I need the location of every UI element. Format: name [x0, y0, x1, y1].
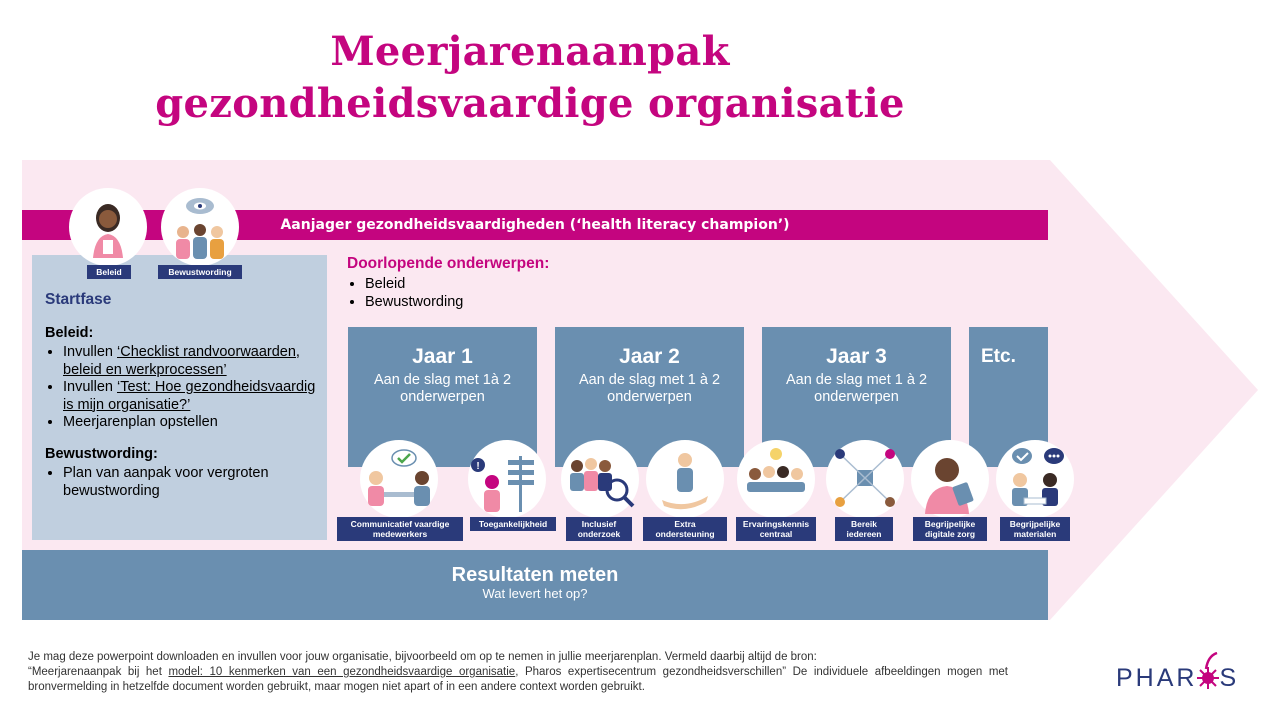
magnifier-group-icon	[561, 440, 639, 518]
tag-communicatief: Communicatief vaardige medewerkers	[337, 517, 463, 541]
meeting-table-icon	[737, 440, 815, 518]
results-bar	[22, 550, 1048, 620]
test-link[interactable]: ‘Test: Hoe gezondheidsvaardig is mijn organisatie?’	[63, 379, 316, 413]
hand-person-icon	[646, 440, 724, 518]
results-title: Resultaten meten	[451, 564, 619, 586]
footer-line-1: Je mag deze powerpoint downloaden en invullen voor jouw organisatie, bijvoorbeeld om op te nemen in jullie meerjarenplan. Vermeld daarbij altijd de bron:	[28, 651, 817, 663]
tag-toegankelijkheid: Toegankelijkheid	[470, 517, 556, 531]
network-people-icon	[826, 440, 904, 518]
tag-digitale-zorg: Begrijpelijke digitale zorg	[913, 517, 987, 541]
tag-materialen: Begrijpelijke materialen	[1000, 517, 1070, 541]
checklist-link[interactable]: ‘Checklist randvoorwaarden, beleid en werkprocessen’	[63, 344, 300, 378]
bewustwording-illustration	[161, 188, 239, 266]
topic-bereik-iedereen-illustration	[826, 440, 904, 518]
year-2-subtitle: Aan de slag met 1 à 2 onderwerpen	[578, 372, 721, 405]
topic-communicatief-illustration	[360, 440, 438, 518]
pharos-logo	[1116, 664, 1239, 693]
champion-bar: Aanjager gezondheidsvaardigheden (‘health literacy champion’)	[22, 210, 1048, 240]
beleid-item	[63, 414, 320, 432]
beleid-heading: Beleid:	[45, 324, 94, 341]
beleid-item-prefix: Invullen	[63, 344, 118, 360]
bewustwording-heading: Bewustwording:	[45, 445, 158, 462]
tag-inclusief-onderzoek: Inclusief onderzoek	[566, 517, 632, 541]
beleid-item	[63, 344, 320, 379]
topic-inclusief-onderzoek-illustration	[561, 440, 639, 518]
beleid-list	[45, 344, 320, 432]
logo-text-left: PHAR	[1116, 664, 1198, 692]
woman-avatar-icon	[69, 188, 147, 266]
model-link[interactable]: model: 10 kenmerken van een gezondheidsvaardige organisatie	[168, 666, 516, 678]
conversation-icon	[360, 440, 438, 518]
title-line-2: gezondheidsvaardige organisatie	[155, 80, 905, 127]
topic-extra-ondersteuning-illustration	[646, 440, 724, 518]
signpost-icon	[468, 440, 546, 518]
doorlopend-item: • Bewustwording	[365, 293, 549, 311]
doorlopend-list	[347, 275, 549, 311]
bewustwording-list	[45, 465, 320, 500]
topic-toegankelijkheid-illustration	[468, 440, 546, 518]
startfase-title: Startfase	[45, 291, 112, 308]
beleid-item-text: Meerjarenplan opstellen	[63, 414, 218, 430]
etc-title: Etc.	[981, 346, 1016, 367]
startfase-box	[32, 255, 327, 540]
logo-swoosh-icon	[1204, 652, 1218, 670]
beleid-item	[63, 379, 320, 414]
year-2-title: Jaar 2	[619, 345, 680, 368]
tablet-person-icon	[911, 440, 989, 518]
doorlopend-item: • Beleid	[365, 275, 549, 293]
doorlopende-onderwerpen	[347, 255, 549, 311]
footer-note	[28, 650, 1008, 695]
svg-text:!: !	[476, 461, 480, 472]
tag-bereik-iedereen: Bereik iedereen	[835, 517, 893, 541]
topic-materialen-illustration	[996, 440, 1074, 518]
bewustwording-item: • Plan van aanpak voor vergroten bewustwording	[63, 465, 320, 500]
footer-post: , Pharos expertisecentrum gezondheidsverschillen” De individuele afbeeldingen mogen met bronvermelding in hetzelfde document worden gebruikt, maar mogen niet apart of in een andere context worden gebruikt.	[28, 666, 1008, 693]
footer-pre: “Meerjarenaanpak bij het	[28, 666, 169, 678]
beleid-item-prefix: Invullen	[63, 379, 118, 395]
tag-extra-ondersteuning: Extra ondersteuning	[643, 517, 727, 541]
year-1-subtitle: Aan de slag met 1à 2 onderwerpen	[373, 372, 512, 405]
title-line-1: Meerjarenaanpak	[330, 28, 730, 75]
beleid-tag: Beleid	[87, 265, 131, 279]
topic-digitale-zorg-illustration	[911, 440, 989, 518]
year-3-title: Jaar 3	[826, 345, 887, 368]
topic-ervaringskennis-illustration	[737, 440, 815, 518]
results-subtitle: Wat levert het op?	[482, 586, 588, 601]
page-title	[0, 26, 1060, 130]
reading-people-icon	[996, 440, 1074, 518]
bewustwording-tag: Bewustwording	[158, 265, 242, 279]
tag-ervaringskennis: Ervaringskennis centraal	[736, 517, 816, 541]
doorlopend-heading: Doorlopende onderwerpen:	[347, 255, 550, 272]
group-eye-icon	[161, 188, 239, 266]
star-o-icon	[1197, 667, 1219, 689]
beleid-illustration	[69, 188, 147, 266]
logo-text-right: S	[1219, 664, 1240, 692]
year-3-subtitle: Aan de slag met 1 à 2 onderwerpen	[785, 372, 928, 405]
year-1-title: Jaar 1	[412, 345, 473, 368]
